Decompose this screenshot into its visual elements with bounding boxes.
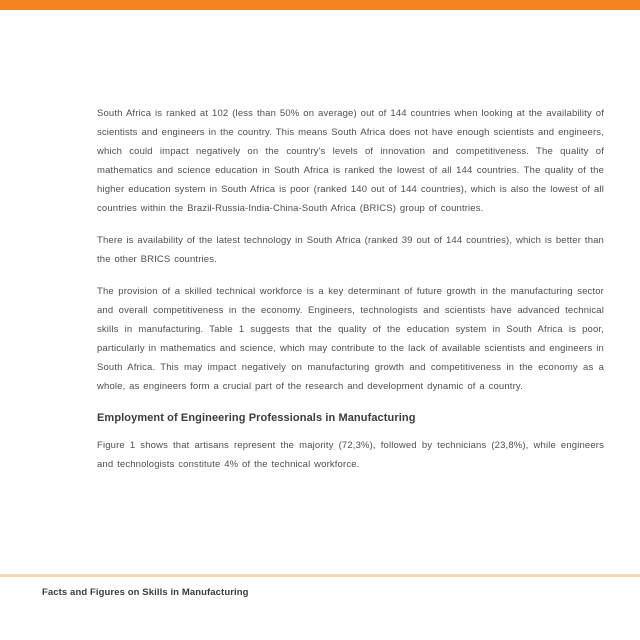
footer-title: Facts and Figures on Skills in Manufacturing bbox=[42, 587, 249, 598]
paragraph-figure1-summary: Figure 1 shows that artisans represent the majority (72,3%), followed by technicians (23,8%), while engineers and technologists constitute 4% of the technical workforce. bbox=[97, 440, 604, 470]
paragraph-latest-technology: There is availability of the latest technology in South Africa (ranked 39 out of 144 countries), which is better than the other BRICS countries. bbox=[97, 235, 604, 265]
document-body bbox=[97, 10, 604, 487]
paragraph-skilled-workforce: The provision of a skilled technical workforce is a key determinant of future growth in the manufacturing sector and overall competitiveness in the economy. Engineers, technologists and scientists have advanced technical skills in manufacturing. Table 1 suggests that the quality of the education system in South Africa is poor, particularly in mathematics and science, which may contribute to the lack of available scientists and engineers in South Africa. This may impact negatively on manufacturing growth and competitiveness in the economy as a whole, as engineers form a crucial part of the research and development dynamic of a country. bbox=[97, 286, 604, 392]
paragraph-availability-scientists: South Africa is ranked at 102 (less than 50% on average) out of 144 countries when looking at the availability of scientists and engineers in the country. This means South Africa does not have enough scientists and engineers, which could impact negatively on the country's levels of innovation and competitiveness. The quality of mathematics and science education in South Africa is ranked the lowest of all 144 countries. The quality of the higher education system in South Africa is poor (ranked 140 out of 144 countries), which is also the lowest of all countries within the Brazil-Russia-India-China-South Africa (BRICS) group of countries. bbox=[97, 108, 604, 214]
top-accent-bar bbox=[0, 0, 640, 10]
footer-divider-line bbox=[0, 574, 640, 577]
section-heading: Employment of Engineering Professionals in Manufacturing bbox=[97, 412, 416, 424]
